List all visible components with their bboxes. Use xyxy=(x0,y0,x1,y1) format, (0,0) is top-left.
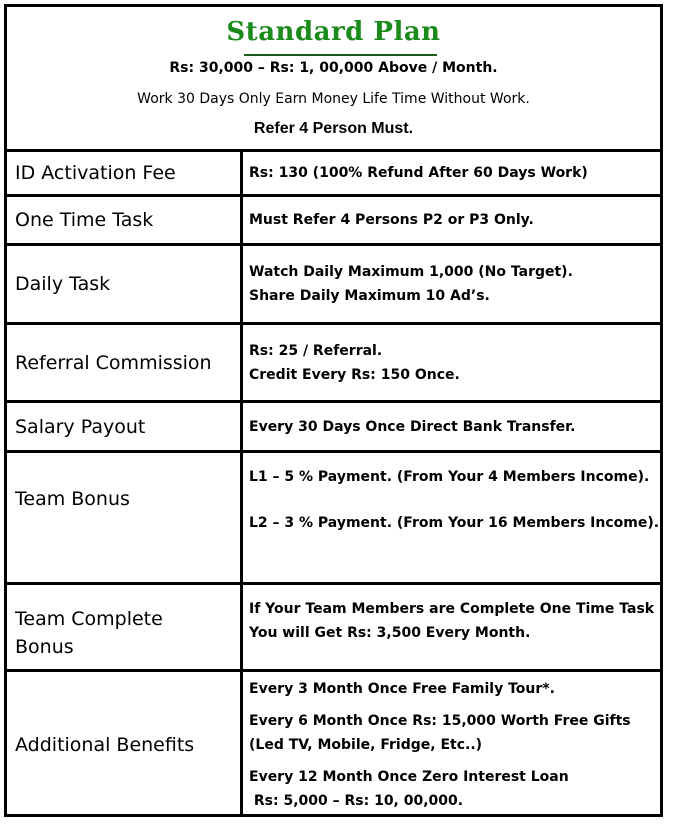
row-id-activation-fee xyxy=(7,152,660,197)
row-referral-commission xyxy=(7,325,660,403)
value-line: Must Refer 4 Persons P2 or P3 Only. xyxy=(249,212,534,228)
row-label: Team Bonus xyxy=(7,453,243,582)
row-one-time-task xyxy=(7,197,660,246)
row-label-line: Team Complete xyxy=(15,608,163,630)
value-line: Every 30 Days Once Direct Bank Transfer. xyxy=(249,418,576,435)
row-label: Additional Benefits xyxy=(7,672,243,817)
row-label-line: Bonus xyxy=(15,636,74,658)
value-line: (Led TV, Mobile, Fridge, Etc..) xyxy=(249,736,483,753)
row-daily-task xyxy=(7,246,660,325)
row-value xyxy=(243,325,660,400)
row-salary-payout xyxy=(7,403,660,453)
value-line: If Your Team Members are Complete One Time Task xyxy=(249,601,655,617)
row-value xyxy=(243,672,660,817)
plan-header xyxy=(7,7,660,152)
row-value xyxy=(243,453,660,582)
row-additional-benefits xyxy=(7,672,660,817)
row-label xyxy=(7,585,243,669)
value-line: You will Get Rs: 3,500 Every Month. xyxy=(249,625,531,641)
row-label: Referral Commission xyxy=(7,325,243,400)
value-line: Rs: 25 / Referral. xyxy=(249,342,383,359)
row-value xyxy=(243,152,660,194)
title-underline xyxy=(244,54,437,56)
refer-requirement: Refer 4 Person Must. xyxy=(253,120,414,137)
row-value xyxy=(243,197,660,243)
work-description: Work 30 Days Only Earn Money Life Time Without Work. xyxy=(137,91,530,107)
plan-title: Standard Plan xyxy=(226,17,441,47)
value-line: Rs: 5,000 – Rs: 10, 00,000. xyxy=(249,792,464,809)
row-label: ID Activation Fee xyxy=(7,152,243,194)
row-value xyxy=(243,585,660,669)
value-line: Rs: 130 (100% Refund After 60 Days Work) xyxy=(249,165,588,181)
plan-table xyxy=(4,4,663,817)
row-value xyxy=(243,246,660,322)
value-line: Credit Every Rs: 150 Once. xyxy=(249,366,460,383)
row-value xyxy=(243,403,660,450)
row-team-complete-bonus xyxy=(7,585,660,672)
row-team-bonus xyxy=(7,453,660,585)
value-line: Every 12 Month Once Zero Interest Loan xyxy=(249,768,569,785)
value-line: Share Daily Maximum 10 Ad’s. xyxy=(249,288,490,304)
row-label: Salary Payout xyxy=(7,403,243,450)
row-label: One Time Task xyxy=(7,197,243,243)
value-line: Every 3 Month Once Free Family Tour*. xyxy=(249,680,555,697)
value-line: L1 – 5 % Payment. (From Your 4 Members Income). xyxy=(249,469,650,485)
row-label: Daily Task xyxy=(7,246,243,322)
value-line: Every 6 Month Once Rs: 15,000 Worth Free Gifts xyxy=(249,712,631,729)
value-line: L2 – 3 % Payment. (From Your 16 Members Income). xyxy=(249,515,660,531)
price-range: Rs: 30,000 – Rs: 1, 00,000 Above / Month. xyxy=(169,60,498,76)
value-line: Watch Daily Maximum 1,000 (No Target). xyxy=(249,264,573,280)
